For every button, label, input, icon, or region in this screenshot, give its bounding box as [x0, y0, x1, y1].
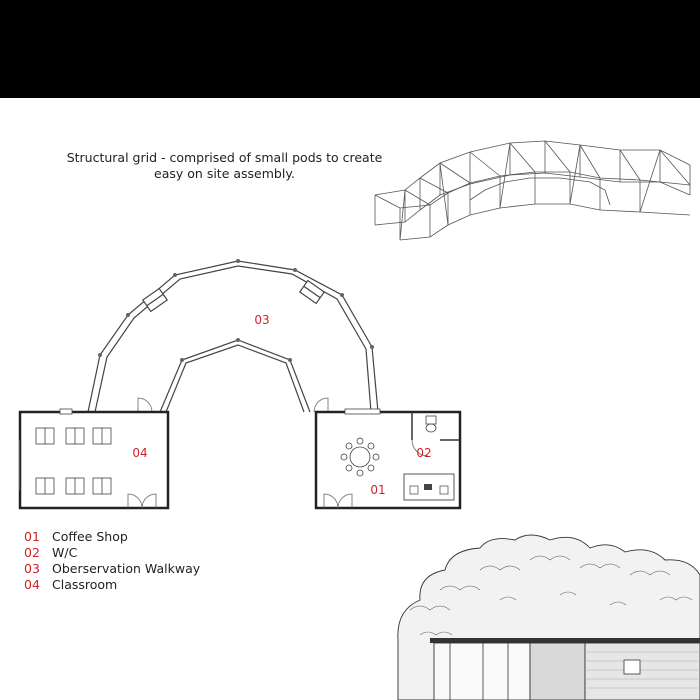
room-number-04: 04 [132, 446, 148, 460]
legend-number: 02 [24, 545, 40, 560]
room-legend [24, 529, 200, 593]
structural-grid-axonometric [375, 141, 690, 240]
coffee-shop-01 [316, 409, 460, 508]
legend-item [24, 561, 200, 577]
building-elevation-with-trees [398, 535, 700, 700]
round-table [341, 438, 379, 476]
room-number-01: 01 [370, 483, 386, 497]
legend-label: Classroom [52, 577, 118, 592]
toilet [426, 416, 436, 424]
legend-label: W/C [52, 545, 78, 560]
legend-label: Oberservation Walkway [52, 561, 201, 576]
caption-line-2: easy on site assembly. [154, 166, 295, 181]
caption-line-1: Structural grid - comprised of small pods to create [66, 150, 383, 165]
room-number-02: 02 [416, 446, 432, 460]
legend-number: 03 [24, 561, 40, 576]
room-number-03: 03 [254, 313, 270, 327]
legend-label: Coffee Shop [52, 529, 128, 544]
legend-item [24, 577, 200, 593]
legend-item [24, 545, 200, 561]
legend-number: 01 [24, 529, 40, 544]
legend-number: 04 [24, 577, 40, 592]
legend-item [24, 529, 200, 545]
walkway-03 [88, 259, 378, 412]
